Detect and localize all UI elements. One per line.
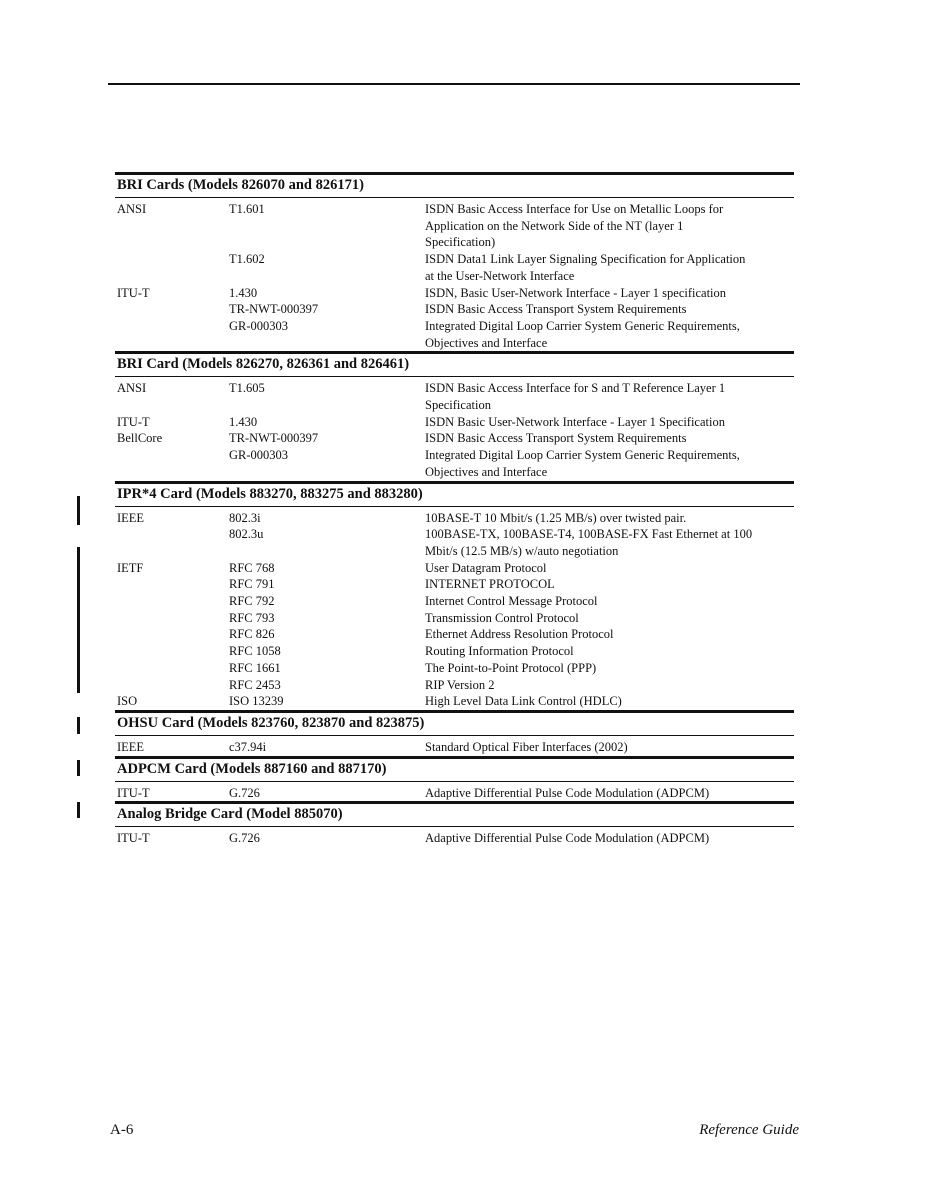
section-title: OHSU Card (Models 823760, 823870 and 823875) (117, 714, 425, 731)
table-row (115, 414, 794, 431)
table-section (115, 756, 794, 802)
table-row (115, 643, 794, 660)
table-row (115, 201, 794, 251)
table-row (115, 301, 794, 318)
organization-cell (115, 626, 229, 643)
description-cell (425, 380, 785, 413)
standard-cell: RFC 826 (229, 627, 275, 642)
table-row (115, 285, 794, 302)
organization-cell: IEEE (117, 510, 145, 525)
organization-cell: IETF (117, 560, 144, 575)
table-section (115, 481, 794, 710)
standards-table (115, 172, 794, 847)
organization-cell (115, 318, 229, 351)
change-bar (77, 496, 80, 525)
description-line: Objectives and Interface (425, 335, 548, 350)
standard-cell: RFC 1058 (229, 644, 281, 659)
table-row (115, 430, 794, 447)
description-line: Integrated Digital Loop Carrier System Generic Requirements, (425, 318, 740, 333)
table-section (115, 801, 794, 847)
description-cell (425, 593, 785, 610)
description-line: User Datagram Protocol (425, 560, 547, 575)
table-row (115, 693, 794, 710)
table-section (115, 172, 794, 351)
table-row (115, 380, 794, 413)
description-line: ISDN Basic User-Network Interface - Layer 1 Specification (425, 414, 725, 429)
organization-cell (115, 677, 229, 694)
description-line: High Level Data Link Control (HDLC) (425, 694, 622, 709)
standard-cell: T1.602 (229, 252, 265, 267)
description-cell (425, 201, 785, 251)
standard-cell: TR-NWT-000397 (229, 431, 319, 446)
standard-cell: RFC 793 (229, 610, 275, 625)
table-section (115, 710, 794, 756)
organization-cell (115, 447, 229, 480)
organization-cell: ISO (117, 694, 138, 709)
organization-cell: IEEE (117, 739, 145, 754)
organization-cell (115, 301, 229, 318)
description-cell (425, 251, 785, 284)
standard-cell: RFC 792 (229, 594, 275, 609)
description-cell (425, 285, 785, 302)
standard-cell: T1.605 (229, 381, 265, 396)
section-title: IPR*4 Card (Models 883270, 883275 and 883280) (117, 485, 423, 502)
description-cell (425, 785, 785, 802)
description-line: ISDN Data1 Link Layer Signaling Specification for Application (425, 252, 746, 267)
standard-cell: T1.601 (229, 202, 265, 216)
standard-cell: 1.430 (229, 414, 258, 429)
description-cell (425, 677, 785, 694)
standard-cell: GR-000303 (229, 448, 289, 463)
table-row (115, 526, 794, 559)
organization-cell: ITU-T (117, 831, 150, 846)
table-row (115, 610, 794, 627)
organization-cell (115, 251, 229, 284)
table-row (115, 318, 794, 351)
description-cell (425, 610, 785, 627)
table-row (115, 560, 794, 577)
description-line: ISDN Basic Access Interface for S and T Reference Layer 1 (425, 381, 726, 396)
description-line: ISDN Basic Access Interface for Use on Metallic Loops for (425, 202, 724, 216)
table-row (115, 510, 794, 527)
organization-cell (115, 526, 229, 559)
organization-cell: ANSI (117, 202, 147, 216)
standard-cell: G.726 (229, 831, 260, 846)
description-line: Internet Control Message Protocol (425, 594, 598, 609)
section-body (115, 826, 794, 847)
organization-cell (115, 576, 229, 593)
description-line: Specification (425, 398, 491, 413)
table-row (115, 785, 794, 802)
section-title: BRI Cards (Models 826070 and 826171) (117, 177, 364, 193)
table-row (115, 677, 794, 694)
section-title: BRI Card (Models 826270, 826361 and 826461) (117, 356, 410, 373)
standard-cell: 1.430 (229, 285, 258, 300)
table-row (115, 576, 794, 593)
organization-cell: ITU-T (117, 785, 150, 800)
description-cell (425, 739, 785, 756)
description-cell (425, 318, 785, 351)
standard-cell: RFC 2453 (229, 677, 281, 692)
description-cell (425, 693, 785, 710)
standard-cell: RFC 791 (229, 577, 275, 592)
description-line: Mbit/s (12.5 MB/s) w/auto negotiation (425, 543, 619, 558)
description-line: Integrated Digital Loop Carrier System Generic Requirements, (425, 448, 740, 463)
table-row (115, 626, 794, 643)
standard-cell: 802.3u (229, 527, 264, 542)
standard-cell: RFC 1661 (229, 660, 281, 675)
description-cell (425, 414, 785, 431)
table-row (115, 739, 794, 756)
description-line: Ethernet Address Resolution Protocol (425, 627, 614, 642)
description-line: Specification) (425, 235, 496, 250)
section-body (115, 781, 794, 802)
organization-cell (115, 643, 229, 660)
organization-cell: ITU-T (117, 285, 150, 300)
description-line: at the User-Network Interface (425, 268, 575, 283)
standard-cell: RFC 768 (229, 560, 275, 575)
section-title: ADPCM Card (Models 887160 and 887170) (117, 760, 387, 777)
description-line: Standard Optical Fiber Interfaces (2002) (425, 739, 628, 754)
organization-cell (115, 610, 229, 627)
description-line: ISDN, Basic User-Network Interface - Layer 1 specification (425, 285, 727, 300)
change-bar (77, 802, 80, 818)
description-cell (425, 576, 785, 593)
description-line: Transmission Control Protocol (425, 610, 579, 625)
change-bar (77, 760, 80, 776)
description-line: The Point-to-Point Protocol (PPP) (425, 660, 597, 675)
description-cell (425, 626, 785, 643)
section-title: Analog Bridge Card (Model 885070) (117, 806, 343, 823)
standard-cell: ISO 13239 (229, 694, 284, 709)
description-line: Adaptive Differential Pulse Code Modulation (ADPCM) (425, 831, 710, 846)
description-line: ISDN Basic Access Transport System Requirements (425, 302, 687, 317)
description-line: INTERNET PROTOCOL (425, 577, 555, 592)
page-number: A-6 (110, 1122, 134, 1138)
table-row (115, 830, 794, 847)
description-cell (425, 830, 785, 847)
description-cell (425, 447, 785, 480)
table-section (115, 351, 794, 480)
organization-cell (115, 660, 229, 677)
description-cell (425, 643, 785, 660)
description-cell (425, 560, 785, 577)
description-cell (425, 510, 785, 527)
change-bar (77, 547, 80, 693)
description-cell (425, 526, 785, 559)
description-cell (425, 660, 785, 677)
change-bar (77, 717, 80, 734)
standard-cell: TR-NWT-000397 (229, 302, 319, 317)
standard-cell: 802.3i (229, 510, 261, 525)
organization-cell: ITU-T (117, 414, 150, 429)
table-row (115, 447, 794, 480)
standard-cell: G.726 (229, 785, 260, 800)
organization-cell: BellCore (117, 431, 163, 446)
description-line: 100BASE-TX, 100BASE-T4, 100BASE-FX Fast Ethernet at 100 (425, 527, 753, 542)
table-row (115, 251, 794, 284)
description-line: Adaptive Differential Pulse Code Modulation (ADPCM) (425, 785, 710, 800)
organization-cell (115, 593, 229, 610)
description-line: Objectives and Interface (425, 464, 548, 479)
standard-cell: c37.94i (229, 739, 267, 754)
section-body (115, 376, 794, 480)
description-line: Routing Information Protocol (425, 644, 574, 659)
description-line: Application on the Network Side of the NT (layer 1 (425, 218, 684, 233)
table-row (115, 593, 794, 610)
table-row (115, 660, 794, 677)
section-body (115, 506, 794, 710)
section-body (115, 735, 794, 756)
description-cell (425, 301, 785, 318)
description-line: 10BASE-T 10 Mbit/s (1.25 MB/s) over twisted pair. (425, 510, 687, 525)
section-body (115, 197, 794, 351)
standard-cell: GR-000303 (229, 318, 289, 333)
organization-cell: ANSI (117, 381, 147, 396)
description-line: RIP Version 2 (425, 677, 495, 692)
description-cell (425, 430, 785, 447)
header-rule (108, 83, 800, 85)
description-line: ISDN Basic Access Transport System Requirements (425, 431, 687, 446)
document-title: Reference Guide (699, 1122, 799, 1138)
